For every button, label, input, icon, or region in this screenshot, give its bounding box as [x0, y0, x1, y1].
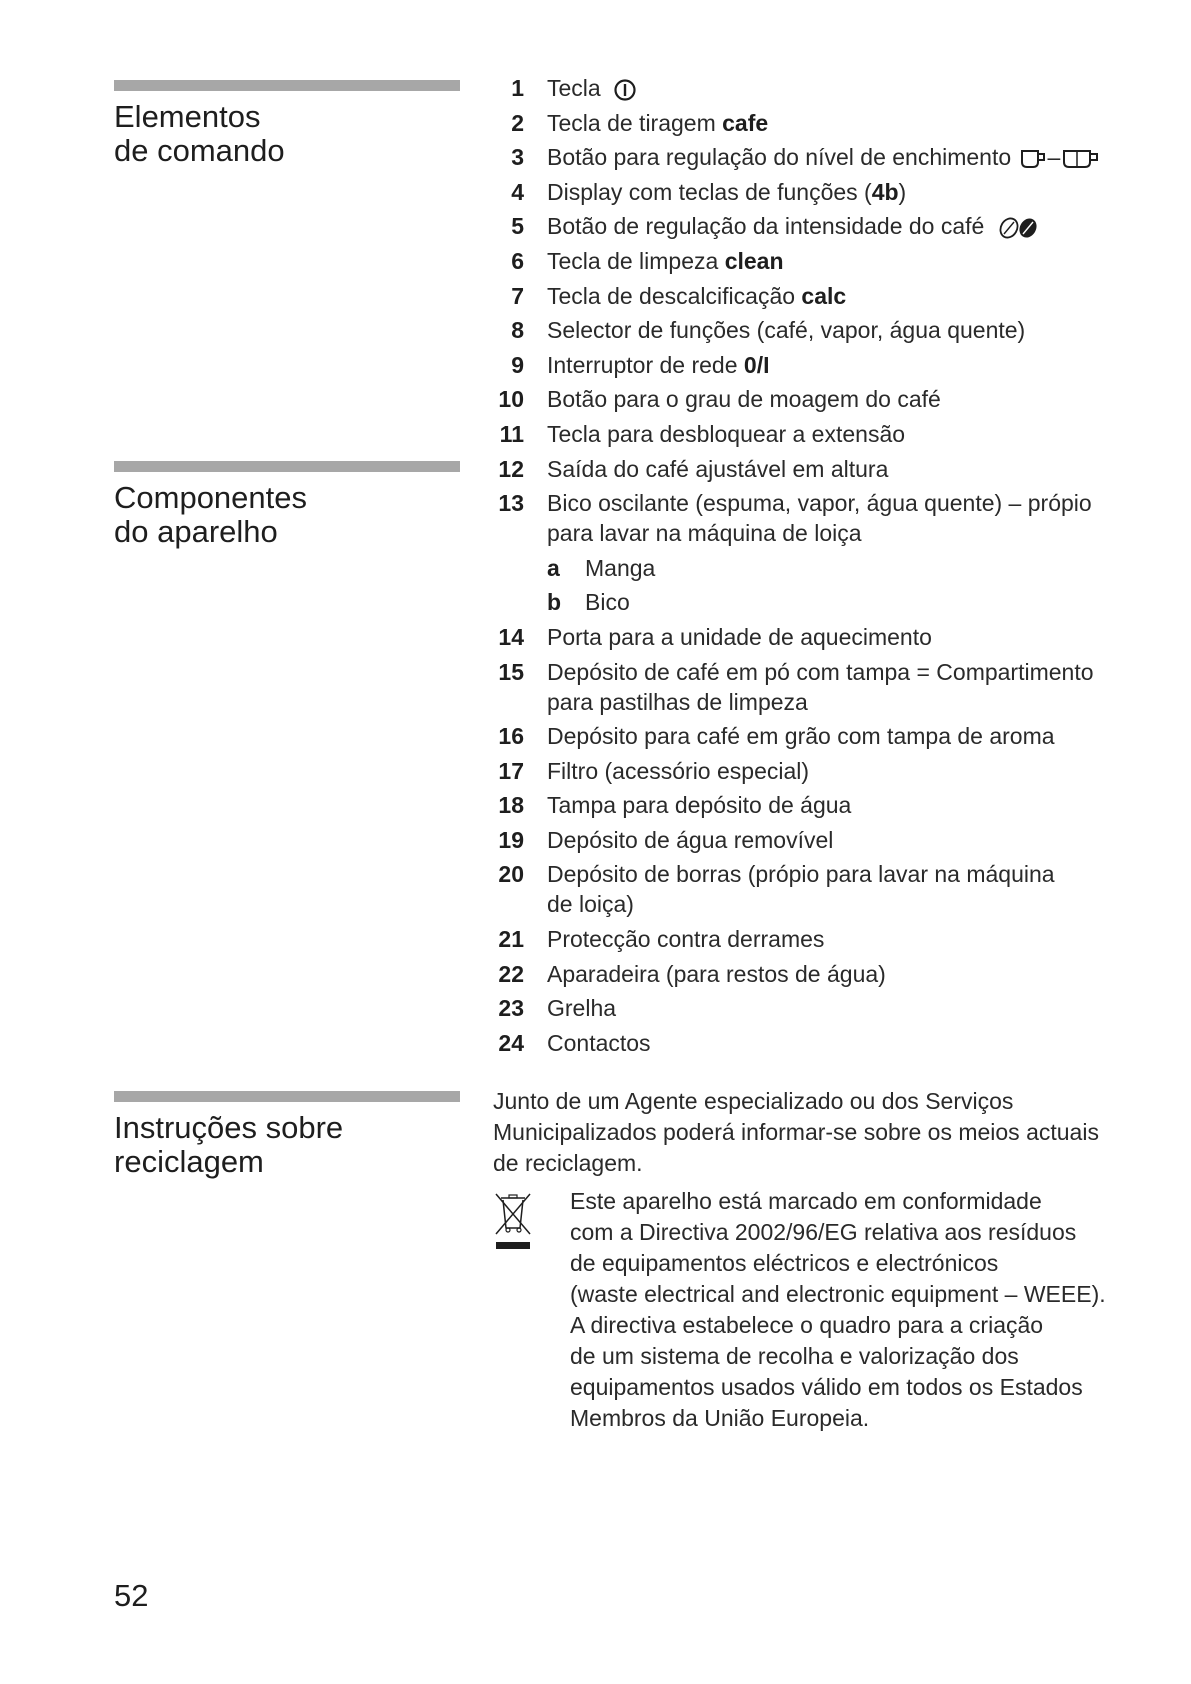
cup-large-icon: [1062, 148, 1102, 170]
weee-notice: Este aparelho está marcado em conformidade com a Directiva 2002/96/EG relativa aos resíduos de equipamentos eléctricos e electrónicos (waste electrical and electronic equipment – WEEE). A directiva estabelece o quadro para a criação de um sistema de recolha e valorização dos equipamentos usados válido em todos os Estados Membros da União Europeia.: [570, 1188, 1106, 1431]
power-icon: [613, 78, 637, 102]
section-rule-controls: [114, 80, 460, 91]
component-list: [480, 73, 1120, 1062]
list-item: 15 Depósito de café em pó com tampa = Compartimento para pastilhas de limpeza: [498, 658, 1094, 715]
list-item: 17 Filtro (acessório especial): [498, 757, 810, 784]
coffee-bean-icon: [997, 216, 1041, 240]
section-title-recycling: Instruções sobre reciclagem: [114, 1110, 344, 1179]
cup-small-icon: [1020, 148, 1048, 170]
list-item: 18 Tampa para depósito de água: [498, 792, 852, 819]
key-label: clean: [724, 247, 784, 274]
key-label: 0/I: [743, 351, 770, 378]
page-number: 52: [114, 1578, 149, 1613]
list-item: 22 Aparadeira (para restos de água): [498, 960, 886, 987]
list-item: 1 Tecla: [480, 73, 1120, 103]
list-item: 20 Depósito de borras (própio para lavar na máquina de loiça): [498, 861, 1055, 918]
list-item: 11 Tecla para desbloquear a extensão: [499, 420, 906, 447]
recycling-intro: Junto de um Agente especializado ou dos Serviços Municipalizados poderá informar-se sobre os meios actuais de reciclagem.: [493, 1088, 1099, 1176]
list-item: 19 Depósito de água removível: [498, 826, 834, 853]
list-item: 13 Bico oscilante (espuma, vapor, água quente) – própio para lavar na máquina de loiça: [498, 490, 1092, 547]
list-item: 3 Botão para regulação do nível de enchimento –: [480, 142, 1120, 172]
list-item: 7 Tecla de descalcificação calc: [511, 282, 847, 309]
list-item: 5 Botão de regulação da intensidade do café: [480, 211, 1120, 241]
section-rule-components: [114, 461, 460, 472]
list-item: 21 Protecção contra derrames: [498, 926, 825, 953]
list-item: 24 Contactos: [498, 1029, 651, 1056]
section-title-controls: Elementos de comando: [114, 99, 285, 168]
list-item: 2 Tecla de tiragem cafe: [511, 109, 769, 136]
list-item: 4 Display com teclas de funções (4b): [511, 178, 907, 205]
list-item: 23 Grelha: [498, 995, 617, 1022]
list-item: 16 Depósito para café em grão com tampa de aroma: [498, 723, 1055, 750]
list-subitem: b Bico: [547, 589, 630, 616]
list-item: 12 Saída do café ajustável em altura: [498, 455, 889, 482]
list-item: 8 Selector de funções (café, vapor, água quente): [511, 317, 1026, 344]
crossed-bin-icon: [493, 1192, 533, 1252]
list-item: 6 Tecla de limpeza clean: [511, 247, 784, 274]
list-item: 10 Botão para o grau de moagem do café: [498, 386, 941, 413]
list-item: 14 Porta para a unidade de aquecimento: [498, 623, 932, 650]
list-subitem: a Manga: [547, 554, 656, 581]
key-label: calc: [801, 282, 847, 309]
list-item: 9 Interruptor de rede 0/I: [511, 351, 770, 378]
section-title-components: Componentes do aparelho: [114, 480, 308, 549]
key-label: cafe: [722, 109, 769, 136]
section-rule-recycling: [114, 1091, 460, 1102]
